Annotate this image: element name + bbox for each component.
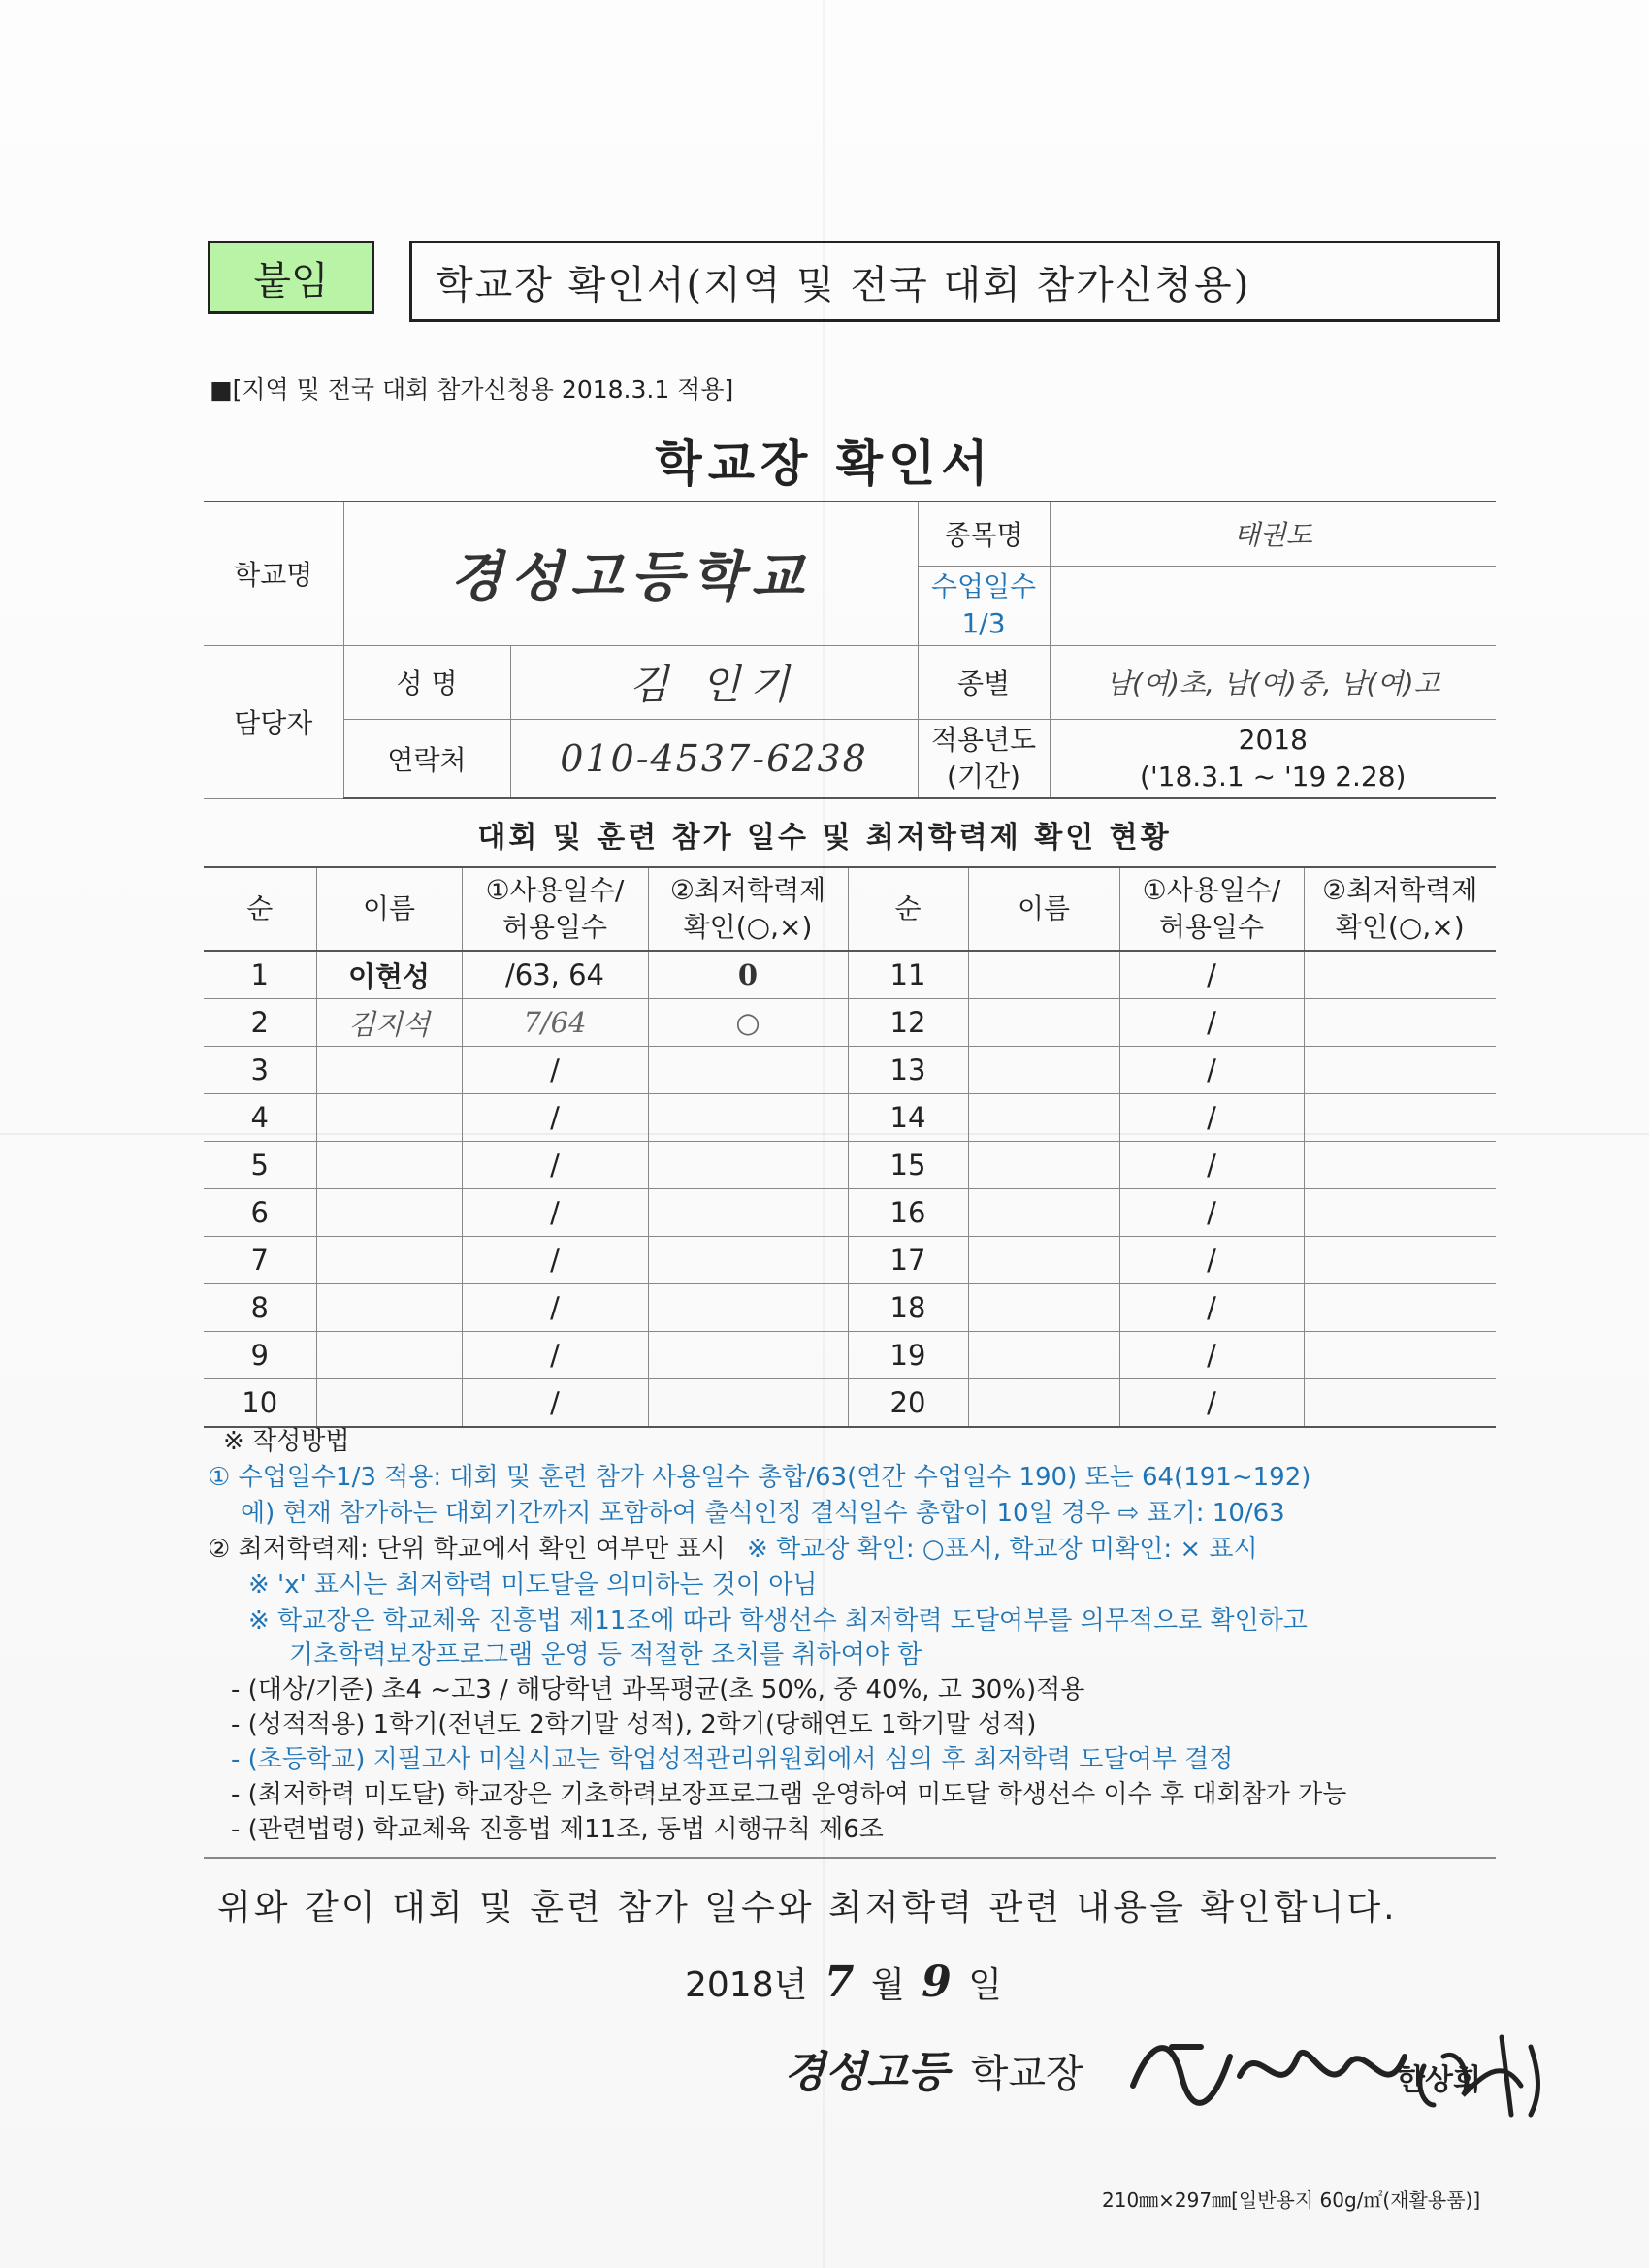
row-days: / bbox=[462, 1047, 648, 1094]
year-label-cell bbox=[918, 719, 1050, 798]
row-name bbox=[968, 1189, 1119, 1237]
row-days: / bbox=[1119, 1379, 1304, 1428]
row-name bbox=[968, 1332, 1119, 1379]
days-blank bbox=[1050, 566, 1496, 645]
row-no: 19 bbox=[848, 1332, 968, 1379]
divider bbox=[204, 1857, 1496, 1859]
school-label: 학교명 bbox=[204, 502, 343, 645]
header-days bbox=[1119, 867, 1304, 951]
row-days: / bbox=[462, 1189, 648, 1237]
row-no: 6 bbox=[204, 1189, 316, 1237]
header-name: 이름 bbox=[968, 867, 1119, 951]
row-days: / bbox=[462, 1379, 648, 1428]
info-table bbox=[204, 501, 1496, 799]
row-no: 9 bbox=[204, 1332, 316, 1379]
header-no: 순 bbox=[204, 867, 316, 951]
note-2b: ※ 'x' 표시는 최저학력 미도달을 의미하는 것이 아님 bbox=[248, 1571, 818, 1600]
manager-label: 담당자 bbox=[204, 645, 343, 798]
principal-signature-icon bbox=[1114, 2018, 1560, 2124]
row-check bbox=[648, 1332, 848, 1379]
row-no: 18 bbox=[848, 1284, 968, 1332]
row-days: / bbox=[462, 1237, 648, 1284]
row-name bbox=[316, 1189, 462, 1237]
row-days: / bbox=[1119, 1284, 1304, 1332]
row-days: / bbox=[462, 1332, 648, 1379]
table-row bbox=[204, 1189, 1496, 1237]
date-day-label: 일 bbox=[968, 1965, 1003, 2005]
row-check bbox=[648, 1237, 848, 1284]
row-name bbox=[316, 1142, 462, 1189]
header-title-box: 학교장 확인서(지역 및 전국 대회 참가신청용) bbox=[409, 241, 1500, 322]
row-days: /63, 64 bbox=[462, 951, 648, 999]
row-days: / bbox=[1119, 1094, 1304, 1142]
date-day-handwritten: 9 bbox=[922, 1958, 952, 2007]
row-no: 12 bbox=[848, 999, 968, 1047]
paper-spec-footer: 210㎜×297㎜[일반용지 60g/㎡(재활용품)] bbox=[1102, 2188, 1481, 2212]
row-days: / bbox=[462, 1142, 648, 1189]
header-days bbox=[462, 867, 648, 951]
header-days-line2: 허용일수 bbox=[501, 911, 608, 943]
contact-label: 연락처 bbox=[343, 719, 510, 798]
signer-role: 학교장 bbox=[970, 2052, 1083, 2096]
year-label-period: (기간) bbox=[947, 760, 1020, 793]
year-value: 2018 bbox=[1238, 723, 1308, 756]
row-days: / bbox=[1119, 1047, 1304, 1094]
row-no: 11 bbox=[848, 951, 968, 999]
row-check bbox=[1304, 1379, 1496, 1428]
row-check bbox=[648, 1379, 848, 1428]
header-check-line2: 확인(○,×) bbox=[683, 911, 813, 943]
row-no: 16 bbox=[848, 1189, 968, 1237]
row-name bbox=[968, 1142, 1119, 1189]
row-check: 0 bbox=[648, 951, 848, 999]
name-value: 김 인기 bbox=[510, 645, 918, 719]
header-name: 이름 bbox=[316, 867, 462, 951]
row-name bbox=[968, 1379, 1119, 1428]
row-days: / bbox=[1119, 1142, 1304, 1189]
school-days-cell bbox=[918, 566, 1050, 645]
table-row bbox=[204, 1379, 1496, 1428]
row-no: 1 bbox=[204, 951, 316, 999]
row-no: 15 bbox=[848, 1142, 968, 1189]
row-days: / bbox=[1119, 1332, 1304, 1379]
days-value: 1/3 bbox=[961, 607, 1006, 639]
school-value: 경성고등학교 bbox=[343, 502, 918, 645]
header-days-line1: ①사용일수/ bbox=[1142, 874, 1281, 906]
note-2a bbox=[208, 1532, 1258, 1567]
row-days: / bbox=[1119, 1189, 1304, 1237]
header-check-line1: ②최저학력제 bbox=[669, 874, 826, 906]
row-check bbox=[1304, 1094, 1496, 1142]
detail-5: - (관련법령) 학교체육 진흥법 제11조, 동법 시행규칙 제6조 bbox=[231, 1815, 884, 1844]
row-check: ○ bbox=[648, 999, 848, 1047]
detail-1: - (대상/기준) 초4 ~고3 / 해당학년 과목평균(초 50%, 중 40%, 고 30%)적용 bbox=[231, 1675, 1085, 1704]
row-check bbox=[648, 1094, 848, 1142]
confirm-statement: 위와 같이 대회 및 훈련 참가 일수와 최저학력 관련 내용을 확인합니다. bbox=[217, 1888, 1398, 1928]
attachment-tag: 붙임 bbox=[208, 241, 374, 314]
row-name bbox=[968, 999, 1119, 1047]
row-no: 20 bbox=[848, 1379, 968, 1428]
row-check bbox=[1304, 1284, 1496, 1332]
signature-name-text: 한상희 bbox=[1397, 2063, 1481, 2097]
row-days: / bbox=[462, 1094, 648, 1142]
header-check-line2: 확인(○,×) bbox=[1335, 911, 1465, 943]
row-check bbox=[1304, 1237, 1496, 1284]
name-label: 성 명 bbox=[343, 645, 510, 719]
year-value-cell bbox=[1050, 719, 1496, 798]
row-no: 14 bbox=[848, 1094, 968, 1142]
row-name bbox=[968, 1047, 1119, 1094]
row-check bbox=[1304, 1332, 1496, 1379]
row-no: 10 bbox=[204, 1379, 316, 1428]
row-name bbox=[968, 1284, 1119, 1332]
row-check bbox=[648, 1284, 848, 1332]
row-check bbox=[1304, 1142, 1496, 1189]
row-check bbox=[648, 1047, 848, 1094]
date-month-handwritten: 7 bbox=[824, 1958, 855, 2007]
row-name bbox=[316, 1332, 462, 1379]
row-no: 8 bbox=[204, 1284, 316, 1332]
table-body bbox=[204, 951, 1496, 1427]
row-name bbox=[316, 1379, 462, 1428]
table-row bbox=[204, 951, 1496, 999]
note-1a: ① 수업일수1/3 적용: 대회 및 훈련 참가 사용일수 총합/63(연간 수업일수 190) 또는 64(191~192) bbox=[208, 1463, 1311, 1492]
header-no: 순 bbox=[848, 867, 968, 951]
table-row bbox=[204, 1284, 1496, 1332]
row-check bbox=[648, 1189, 848, 1237]
note-2a-blue: ※ 학교장 확인: ○표시, 학교장 미확인: × 표시 bbox=[747, 1535, 1258, 1564]
signature-date bbox=[685, 1958, 1002, 2007]
detail-4: - (최저학력 미도달) 학교장은 기초학력보장프로그램 운영하여 미도달 학생선수 이수 후 대회참가 가능 bbox=[231, 1780, 1347, 1809]
table-row bbox=[204, 1237, 1496, 1284]
table-header-row bbox=[204, 867, 1496, 951]
type-label: 종별 bbox=[918, 645, 1050, 719]
row-check bbox=[1304, 1189, 1496, 1237]
table-row bbox=[204, 1332, 1496, 1379]
header-check bbox=[1304, 867, 1496, 951]
participation-table bbox=[204, 866, 1496, 1428]
row-name bbox=[968, 1094, 1119, 1142]
row-no: 4 bbox=[204, 1094, 316, 1142]
row-name bbox=[316, 1047, 462, 1094]
event-label: 종목명 bbox=[918, 502, 1050, 566]
form-subtitle: ■[지역 및 전국 대회 참가신청용 2018.3.1 적용] bbox=[210, 375, 734, 404]
row-no: 17 bbox=[848, 1237, 968, 1284]
signer-line bbox=[784, 2037, 1083, 2099]
row-no: 3 bbox=[204, 1047, 316, 1094]
row-days: 7/64 bbox=[462, 999, 648, 1047]
row-name bbox=[968, 951, 1119, 999]
row-no: 5 bbox=[204, 1142, 316, 1189]
row-name: 이현성 bbox=[316, 951, 462, 999]
table-row bbox=[204, 1094, 1496, 1142]
header-days-line1: ①사용일수/ bbox=[485, 874, 625, 906]
year-period: ('18.3.1 ~ '19 2.28) bbox=[1140, 760, 1406, 793]
table-row bbox=[204, 1142, 1496, 1189]
detail-3: - (초등학교) 지필고사 미실시교는 학업성적관리위원회에서 심의 후 최저학력 도달여부 결정 bbox=[231, 1745, 1234, 1774]
table-row bbox=[204, 999, 1496, 1047]
table-row bbox=[204, 1047, 1496, 1094]
header-days-line2: 허용일수 bbox=[1158, 911, 1265, 943]
note-2d: 기초학력보장프로그램 운영 등 적절한 조치를 취하여야 함 bbox=[289, 1640, 922, 1669]
row-days: / bbox=[1119, 1237, 1304, 1284]
year-label: 적용년도 bbox=[930, 723, 1037, 756]
section-title: 대회 및 훈련 참가 일수 및 최저학력제 확인 현황 bbox=[477, 821, 1172, 855]
row-name: 김지석 bbox=[316, 999, 462, 1047]
row-name bbox=[316, 1094, 462, 1142]
row-no: 7 bbox=[204, 1237, 316, 1284]
note-2a-text: ② 최저학력제: 단위 학교에서 확인 여부만 표시 bbox=[208, 1535, 726, 1564]
event-value: 태권도 bbox=[1050, 502, 1496, 566]
row-name bbox=[316, 1237, 462, 1284]
detail-2: - (성적적용) 1학기(전년도 2학기말 성적), 2학기(당해연도 1학기말 성적) bbox=[231, 1710, 1037, 1739]
row-no: 13 bbox=[848, 1047, 968, 1094]
days-label: 수업일수 bbox=[930, 570, 1037, 602]
date-month-label: 월 bbox=[870, 1965, 905, 2005]
row-name bbox=[316, 1284, 462, 1332]
row-check bbox=[1304, 951, 1496, 999]
type-value: 남(여)초, 남(여)중, 남(여)고 bbox=[1050, 645, 1496, 719]
signer-school-handwritten: 경성고등 bbox=[784, 2048, 950, 2097]
row-days: / bbox=[462, 1284, 648, 1332]
contact-value: 010-4537-6238 bbox=[510, 719, 918, 798]
row-days: / bbox=[1119, 951, 1304, 999]
date-year: 2018년 bbox=[685, 1965, 808, 2005]
row-check bbox=[648, 1142, 848, 1189]
note-2c: ※ 학교장은 학교체육 진흥법 제11조에 따라 학생선수 최저학력 도달여부를 의무적으로 확인하고 bbox=[248, 1606, 1308, 1636]
row-check bbox=[1304, 999, 1496, 1047]
row-check bbox=[1304, 1047, 1496, 1094]
note-1b: 예) 현재 참가하는 대회기간까지 포함하여 출석인정 결석일수 총합이 10일 경우 ⇨ 표기: 10/63 bbox=[241, 1499, 1285, 1528]
row-name bbox=[968, 1237, 1119, 1284]
form-title: 학교장 확인서 bbox=[655, 436, 994, 492]
row-days: / bbox=[1119, 999, 1304, 1047]
notes-heading: ※ 작성방법 bbox=[223, 1427, 350, 1456]
row-no: 2 bbox=[204, 999, 316, 1047]
header-check bbox=[648, 867, 848, 951]
header-check-line1: ②최저학력제 bbox=[1322, 874, 1478, 906]
